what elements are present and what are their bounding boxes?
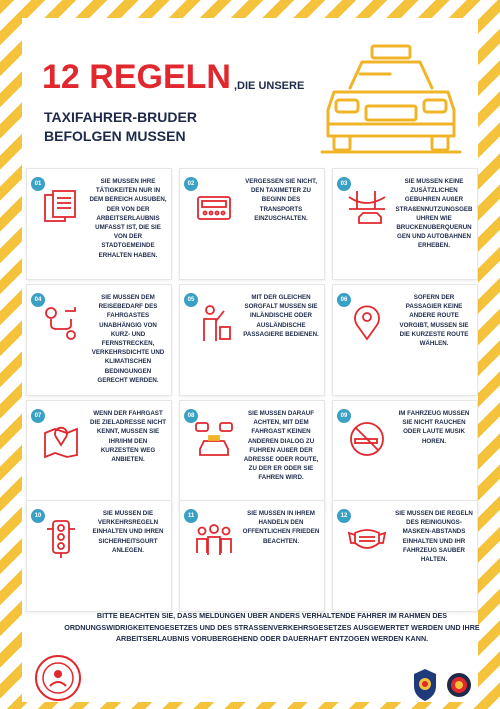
rule-text: SIE MUSSEN IN IHREM HANDELN DEN OFFENTLICHEN FRIEDEN BEACHTEN. xyxy=(242,510,320,545)
taximeter-icon xyxy=(194,187,234,227)
rule-text: SIE MUSSEN DIE VERKEHRSREGELN EINHALTEN UND IHREN SICHERHEITSGURT ANLEGEN. xyxy=(92,510,164,554)
rule-number: 04 xyxy=(31,293,45,307)
rule-card-10 xyxy=(26,500,172,612)
rule-number: 12 xyxy=(337,509,351,523)
rule-card-04 xyxy=(26,284,172,396)
rule-card-07 xyxy=(26,400,172,512)
documents-icon xyxy=(41,187,81,227)
rule-text: WENN DER FAHRGAST DIE ZIELADRESSE NICHT KENNT, MUSSEN SIE IHR/IHM DEN KURZESTEN WEG ANBIETEN. xyxy=(90,410,166,464)
bridge-car-icon xyxy=(347,187,387,227)
footer-notice: BITTE BEACHTEN SIE, DASS MELDUNGEN UBER ANDERS VERHALTENDE FAHRER IM RAHMEN DES ORDNUNGSWIDRIGKEITENGESETZES UND DES STRASSENVERKEHRSGESETZES AUSGEWERTET WERDEN UND IHRE ARBEITSERLAUBNIS VORUBERGEHEND ODER DAUERHAFT ENTZOGEN WERDEN KANN. xyxy=(64,611,480,643)
rule-card-11 xyxy=(179,500,325,612)
rule-text: SIE MUSSEN DARAUF ACHTEN, MIT DEM FAHRGAST KEINEN ANDEREN DIALOG ZU FUHREN AUßER DER ADRESSE ODER ROUTE, ZU DER ER ODER SIE FAHREN WIRD. xyxy=(243,410,319,482)
rule-number: 11 xyxy=(184,509,198,523)
route-icon xyxy=(41,303,81,343)
rule-text: SIE MUSSEN DEM REISEBEDARF DES FAHRGASTES UNABHÄNGIG VON KURZ- UND FERNSTRECKEN, VERKEHRSDICHTE UND KLIMATISCHEN BEDINGUNGEN GERECHT WERDEN. xyxy=(91,294,165,384)
map-icon xyxy=(41,419,81,459)
municipality-seal-icon xyxy=(34,654,82,702)
rule-number: 03 xyxy=(337,177,351,191)
mask-icon xyxy=(347,519,387,559)
rule-number: 01 xyxy=(31,177,45,191)
traffic-light-icon xyxy=(41,519,81,559)
rule-text: SIE MUSSEN KEINE ZUSÄTZLICHEN GEBUHREN AUßER STRAßENNUTZUNGSGEB UHREN WIE BRUCKENUBERQUERUN GEN UND AUTOBAHNEN ERHEBEN. xyxy=(395,178,473,250)
rule-text: IM FAHRZEUG MUSSEN SIE NICHT RAUCHEN ODER LAUTE MUSIK HOREN. xyxy=(398,410,470,445)
no-smoking-icon xyxy=(347,419,387,459)
subtitle-line-1: TAXIFAHRER-BRUDER xyxy=(44,109,197,125)
rule-card-01 xyxy=(26,168,172,280)
rule-number: 05 xyxy=(184,293,198,307)
rule-card-03 xyxy=(332,168,478,280)
rule-number: 10 xyxy=(31,509,45,523)
rule-card-12 xyxy=(332,500,478,612)
rule-card-08 xyxy=(179,400,325,512)
rule-card-05 xyxy=(179,284,325,396)
rule-card-06 xyxy=(332,284,478,396)
subtitle-line-2: BEFOLGEN MUSSEN xyxy=(44,128,186,144)
poster-content xyxy=(22,18,478,702)
taxi-chat-icon xyxy=(194,419,234,459)
police-badge-icon xyxy=(412,668,438,702)
rule-text: SIE MUSSEN IHRE TÄTIGKEITEN NUR IN DEM BEREICH AUSUBEN, DER VON DER ARBEITSERLAUBNIS UMFASST IST, DIE SIE VON DER STADTGEMEINDE ERHALTEN HABEN. xyxy=(89,178,167,259)
location-pin-icon xyxy=(347,303,387,343)
passenger-icon xyxy=(194,303,234,343)
taxi-illustration-icon xyxy=(320,40,462,160)
rule-number: 08 xyxy=(184,409,198,423)
rule-text: SOFERN DER PASSAGIER KEINE ANDERE ROUTE VORGIBT, MUSSEN SIE DIE KURZESTE ROUTE WÄHLEN. xyxy=(399,294,469,348)
rule-text: VERGESSEN SIE NICHT, DEN TAXIMETER ZU BEGINN DES TRANSPORTS EINZUSCHALTEN. xyxy=(245,178,317,222)
people-icon xyxy=(194,519,234,559)
poster-title-suffix: ,DIE UNSERE xyxy=(234,80,305,92)
rule-number: 09 xyxy=(337,409,351,423)
rule-number: 07 xyxy=(31,409,45,423)
rule-text: SIE MUSSEN DIE REGELN DES REINIGUNGS-MASKEN-ABSTANDS EINHALTEN UND IHR FAHRZEUG SAUBER HALTEN. xyxy=(395,510,473,564)
rule-number: 06 xyxy=(337,293,351,307)
rule-number: 02 xyxy=(184,177,198,191)
rule-card-09 xyxy=(332,400,478,512)
rule-card-02 xyxy=(179,168,325,280)
rule-text: MIT DER GLEICHEN SORGFALT MUSSEN SIE INLÄNDISCHE ODER AUSLÄNDISCHE PASSAGIERE BEDIENEN. xyxy=(243,294,319,338)
poster-title: 12 REGELN xyxy=(42,58,231,96)
poster-subtitle xyxy=(44,108,244,146)
gendarmerie-badge-icon xyxy=(446,668,472,702)
